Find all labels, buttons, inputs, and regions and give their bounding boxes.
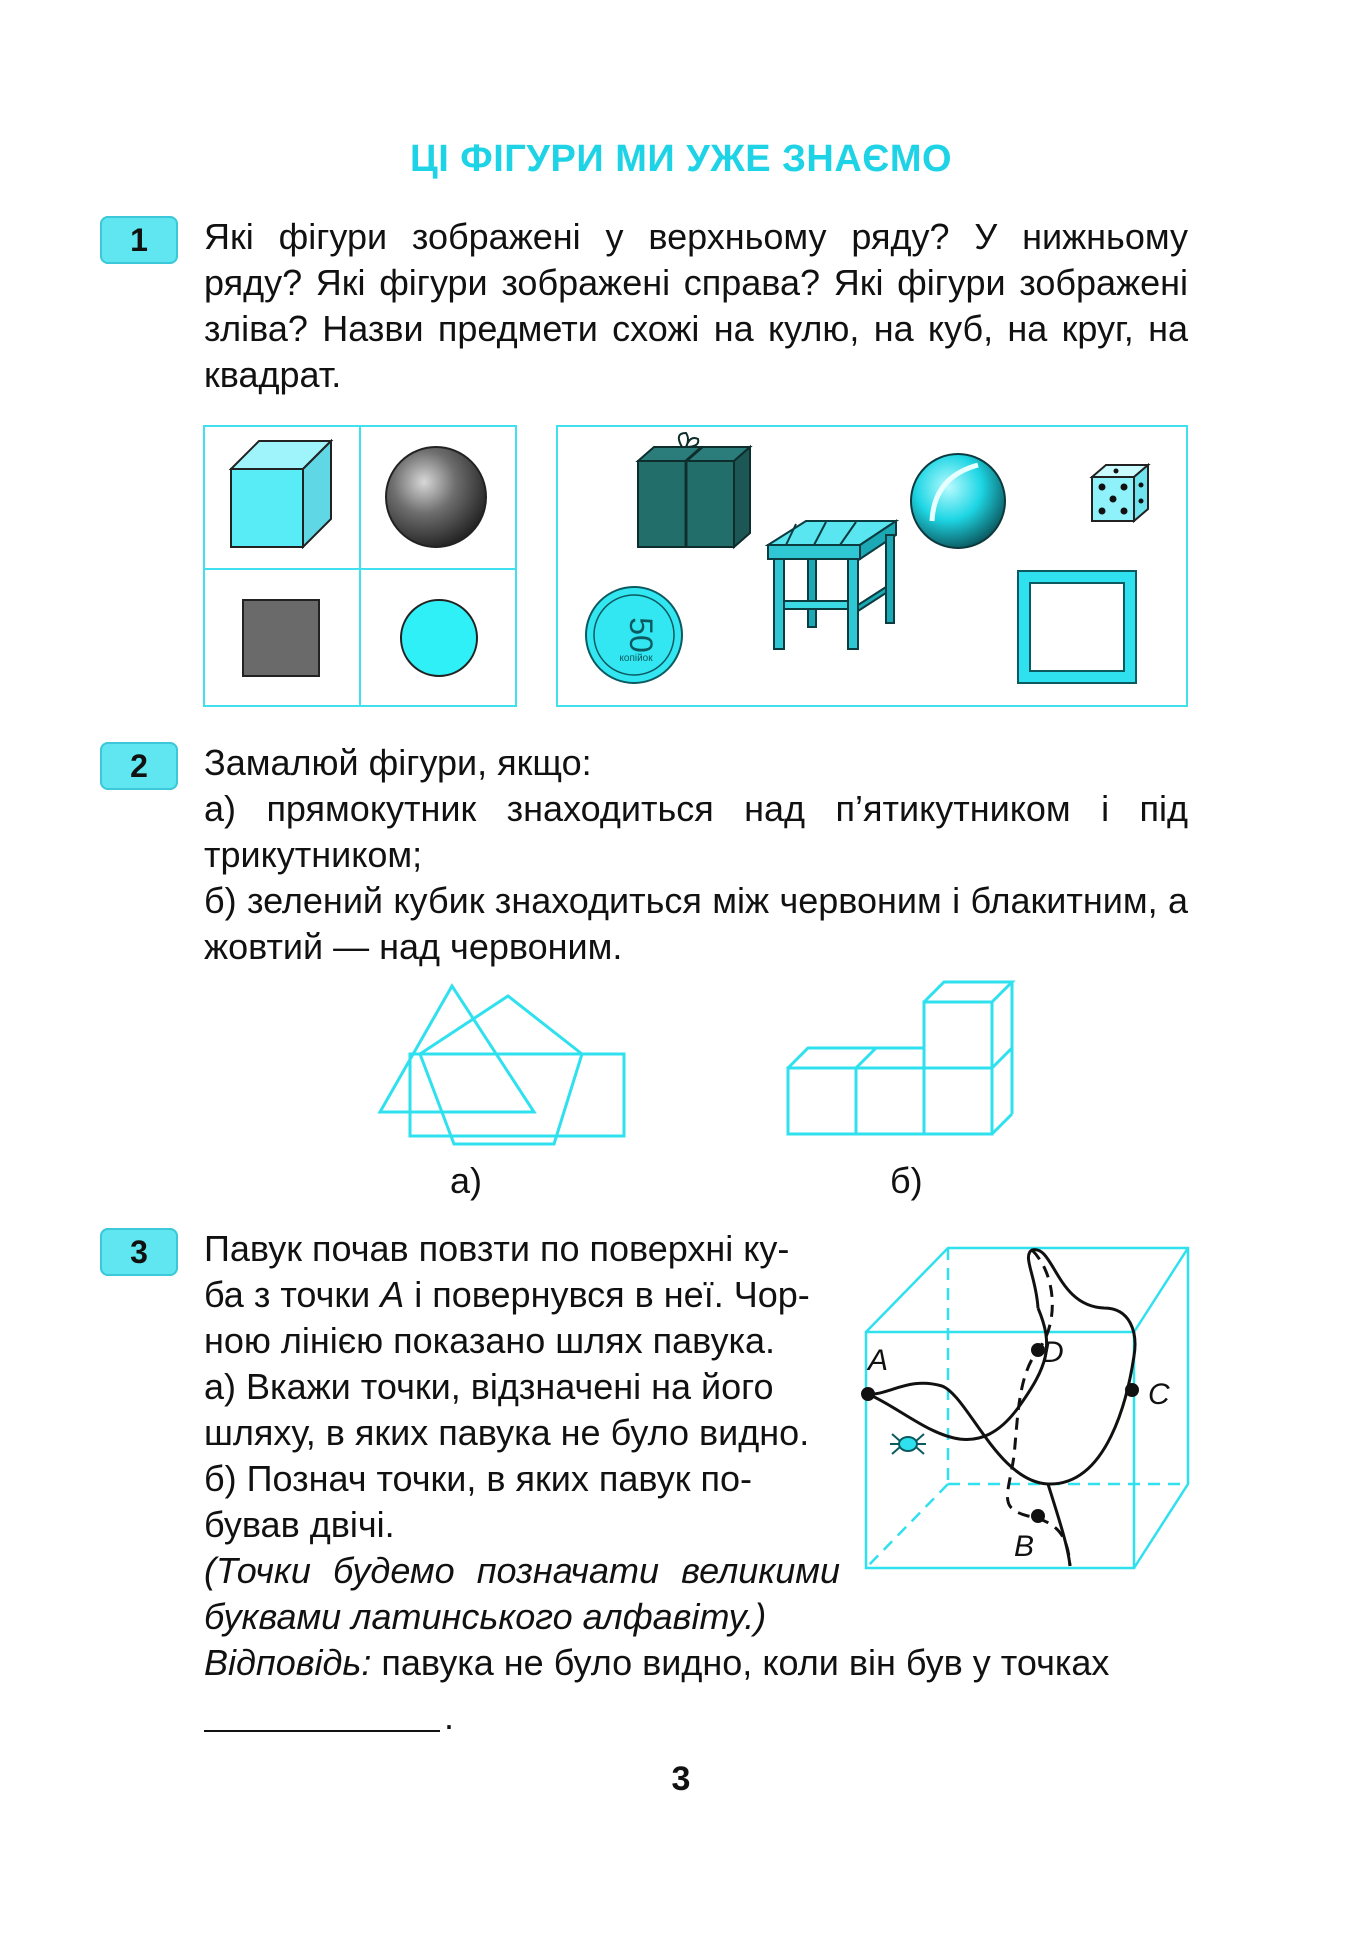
triangle-shape [380,986,534,1112]
figure-label-a: а) [450,1160,483,1201]
answer-label: Відповідь: [204,1642,372,1683]
objects-panel [556,425,1188,707]
dice-icon [1092,465,1148,521]
task2-condition-b: б) зелений кубик знаходиться між червоним і блакитним, а жовтий — над червоним. [204,880,1188,967]
task-number-badge: 2 [100,742,178,790]
task-number-badge: 1 [100,216,178,264]
task2-text [204,740,1188,970]
ball-icon [911,454,1005,548]
coin-unit: копійок [619,653,653,664]
task3-line: ба з точки А і повернувся в неї. Чор- [204,1274,810,1315]
overlapping-figures-a [378,982,638,1152]
objects-art [556,425,1188,707]
task3-note: (Точки будемо позначати великими буквами латинського алфавіту.) [204,1550,840,1637]
cube-icon [231,441,331,547]
spider-cube-diagram [858,1246,1198,1576]
task3-line: б) Познач точки, в яких павук по- [204,1458,752,1499]
cube-4 [924,1002,992,1068]
coin-icon [586,587,682,683]
pentagon-shape [420,996,582,1144]
task3-line: шляху, в яких павука не було видно. [204,1412,810,1453]
task2-intro: Замалюй фігури, якщо: [204,742,592,783]
cubes-figure-b [786,986,1026,1156]
stool-icon [768,521,896,649]
shapes-grid-art [203,425,517,707]
task3-text [204,1226,840,1640]
task3-line: бував двічі. [204,1504,395,1545]
figure-label-b: б) [890,1160,923,1201]
point-label-b: B [1014,1530,1035,1563]
task1-text: Які фігури зображені у верхньому ряду? У нижньому ряду? Які фігури зображені справа? Які фігури зображені зліва? Назви предмети схожі на кулю, на куб, на круг, на квадрат. [204,216,1188,395]
answer-input-line[interactable] [204,1730,440,1732]
task3-answer [204,1640,1194,1686]
point-label-d: D [1042,1336,1064,1369]
shapes-grid [203,425,517,707]
answer-end: . [444,1696,455,1737]
page-title: ЦІ ФІГУРИ МИ УЖЕ ЗНАЄМО [409,138,953,180]
answer-text: павука не було видно, коли він був у точках [371,1642,1110,1683]
point-label-a: A [868,1344,889,1377]
task2-condition-a: а) прямокутник знаходиться над п’ятикутником і під трикутником; [204,788,1188,875]
spider-icon [890,1434,926,1454]
coin-value: 50 [623,617,659,653]
gift-box-icon [638,433,750,547]
task3-line: а) Вкажи точки, відзначені на його [204,1366,774,1407]
point-label-c: C [1148,1378,1170,1411]
cube-1 [788,1068,856,1134]
sphere-icon [386,447,486,547]
task3-line: ною лінією показано шлях павука. [204,1320,776,1361]
cube-3 [924,1068,992,1134]
cube-2 [856,1068,924,1134]
square-icon [243,600,319,676]
task3-line: Павук почав повзти по поверхні ку- [204,1228,790,1269]
rectangle-shape [410,1054,624,1136]
page-number: 3 [671,1760,691,1798]
frame-icon [1018,571,1136,683]
circle-icon [401,600,477,676]
task-number-badge: 3 [100,1228,178,1276]
